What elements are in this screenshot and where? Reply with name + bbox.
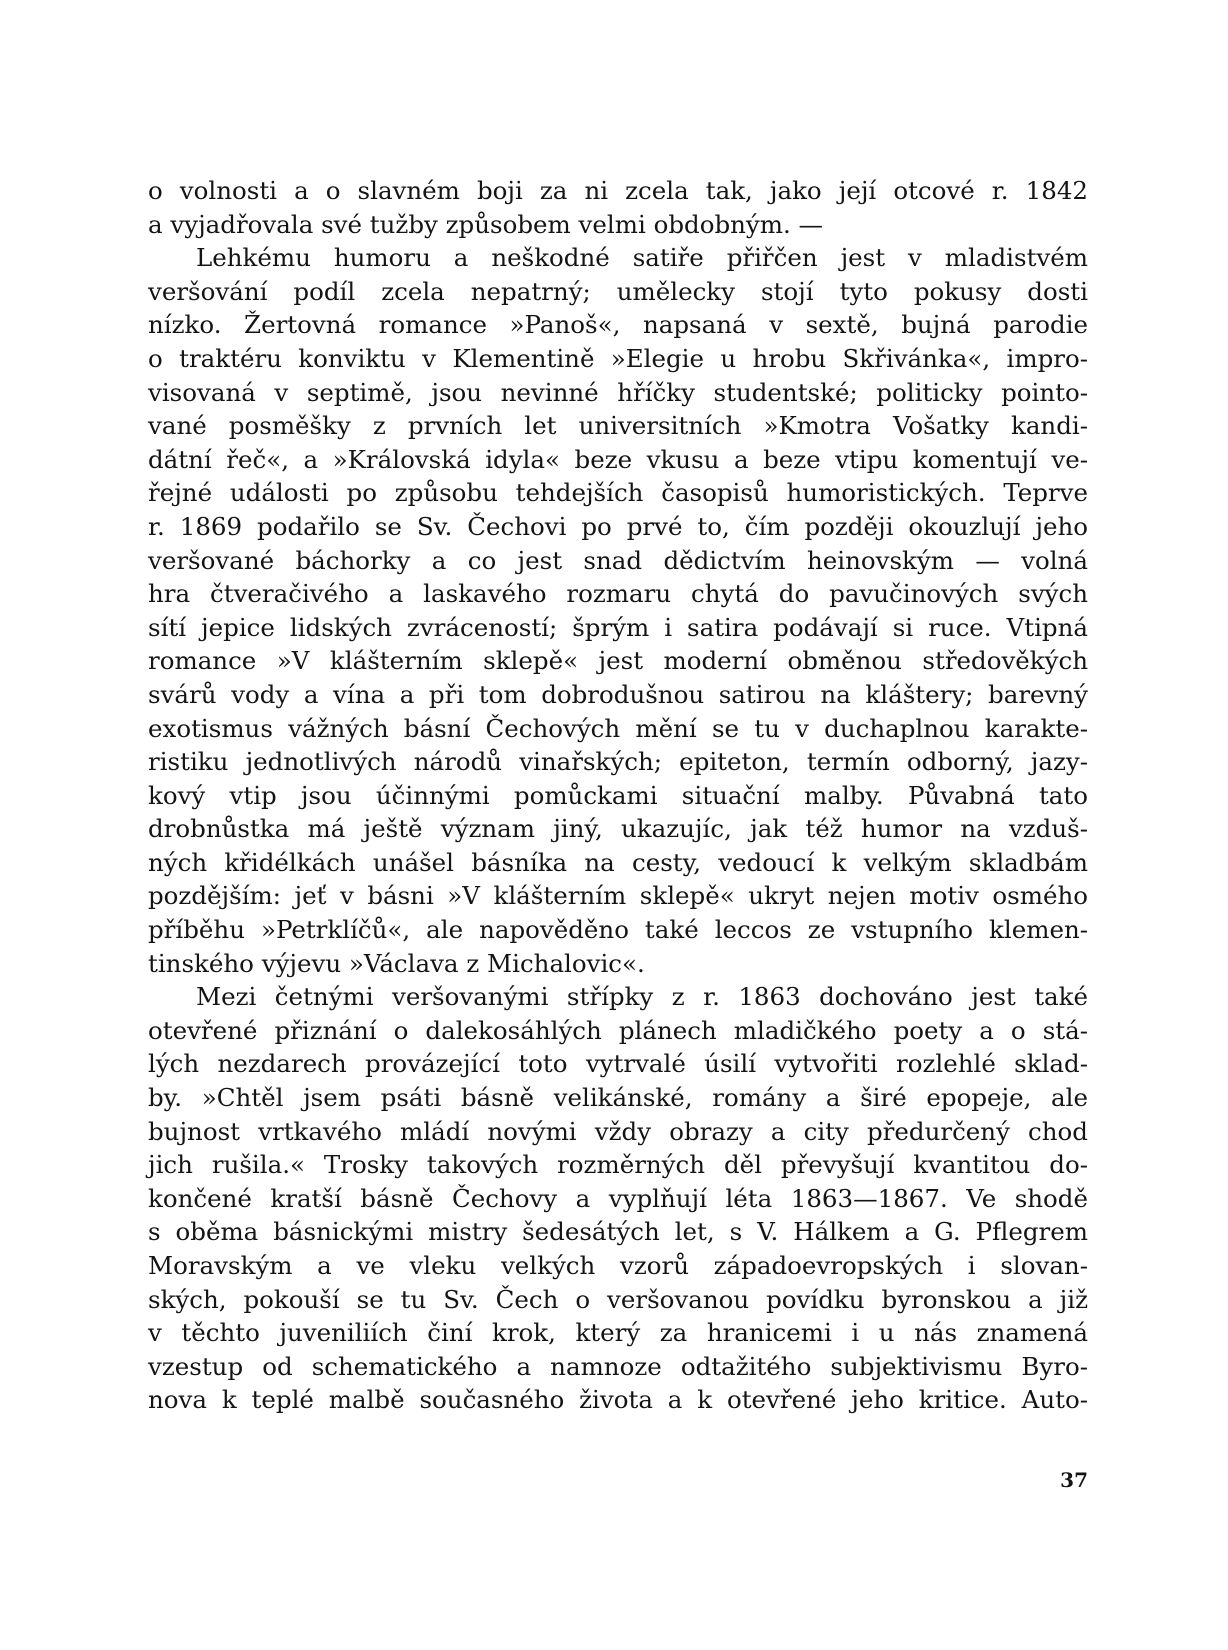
text-line: nova k teplé malbě současného života a k otevřené jeho kritice. Auto-	[148, 1385, 1088, 1415]
text-line: ských, pokouší se tu Sv. Čech o veršovanou povídku byronskou a již	[148, 1284, 1088, 1314]
text-line: Moravským a ve vleku velkých vzorů západoevropských i slovan-	[148, 1251, 1088, 1280]
text-line: bujnost vrtkavého mládí novými vždy obrazy a city předurčený chod	[148, 1116, 1088, 1146]
text-line: r. 1869 podařilo se Sv. Čechovi po prvé to, čím později okouzlují jeho	[148, 511, 1088, 541]
text-line: lých nezdarech provázející toto vytrvalé úsilí vytvořiti rozlehlé sklad-	[148, 1049, 1088, 1079]
text-line: hra čtveračivého a laskavého rozmaru chytá do pavučinových svých	[148, 579, 1088, 609]
text-line: veršované báchorky a co jest snad dědictvím heinovským — volná	[148, 545, 1088, 575]
page-number: 37	[1060, 1468, 1088, 1492]
text-line: dátní řeč«, a »Královská idyla« beze vkusu a beze vtipu komentují ve-	[148, 444, 1088, 474]
body-text	[148, 174, 1088, 1417]
text-line: v těchto juveniliích činí krok, který za hranicemi i u nás znamená	[148, 1318, 1088, 1348]
text-line: drobnůstka má ještě význam jiný, ukazujíc, jak též humor na vzduš-	[148, 814, 1088, 844]
text-line: řejné události po způsobu tehdejších časopisů humoristických. Teprve	[148, 478, 1088, 508]
text-line: a vyjadřovala své tužby způsobem velmi obdobným. —	[148, 209, 824, 239]
text-line: jich rušila.« Trosky takových rozměrných děl převyšují kvantitou do-	[148, 1150, 1088, 1180]
text-line: tinského výjevu »Václava z Michalovic«.	[148, 948, 645, 978]
text-line: svárů vody a vína a při tom dobrodušnou satirou na kláštery; barevný	[148, 679, 1088, 709]
text-line: s oběma básnickými mistry šedesátých let, s V. Hálkem a G. Pflegrem	[148, 1217, 1088, 1247]
text-line: příběhu »Petrklíčů«, ale napověděno také leccos ze vstupního klemen-	[148, 915, 1088, 945]
text-line: kový vtip jsou účinnými pomůckami situační malby. Půvabná tato	[148, 780, 1088, 810]
text-line: nízko. Žertovná romance »Panoš«, napsaná v sextě, bujná parodie	[148, 310, 1088, 340]
text-line: visovaná v septimě, jsou nevinné hříčky studentské; politicky pointo-	[148, 377, 1088, 407]
text-line: otevřené přiznání o dalekosáhlých plánech mladičkého poety a o stá-	[148, 1015, 1088, 1045]
text-line: vzestup od schematického a namnoze odtažitého subjektivismu Byro-	[148, 1351, 1088, 1381]
paragraph-start-line: Lehkému humoru a neškodné satiře přiřčen jest v mladistvém	[196, 243, 1088, 273]
text-line: vané posměšky z prvních let universitních »Kmotra Vošatky kandi-	[148, 411, 1088, 441]
text-line: ristiku jednotlivých národů vinařských; epiteton, termín odborný, jazy-	[148, 747, 1088, 777]
text-line: sítí jepice lidských zvráceností; šprým i satira podávají si ruce. Vtipná	[148, 612, 1088, 642]
text-line: končené kratší básně Čechovy a vyplňují léta 1863—1867. Ve shodě	[148, 1183, 1088, 1213]
text-line: o traktéru konviktu v Klementině »Elegie u hrobu Skřivánka«, impro-	[148, 343, 1088, 373]
text-line: by. »Chtěl jsem psáti básně velikánské, romány a širé epopeje, ale	[148, 1083, 1088, 1113]
paragraph-start-line: Mezi četnými veršovanými střípky z r. 1863 dochováno jest také	[196, 982, 1088, 1012]
text-line: ných křidélkách unášel básníka na cesty, vedoucí k velkým skladbám	[148, 847, 1088, 877]
text-line: romance »V klášterním sklepě« jest moderní obměnou středověkých	[148, 646, 1088, 676]
text-line: exotismus vážných básní Čechových mění se tu v duchaplnou karakte-	[148, 713, 1088, 743]
text-line: o volnosti a o slavném boji za ni zcela tak, jako její otcové r. 1842	[148, 176, 1088, 205]
text-line: veršování podíl zcela nepatrný; umělecky stojí tyto pokusy dosti	[148, 276, 1088, 306]
text-line: pozdějším: jeť v básni »V klášterním sklepě« ukryt nejen motiv osmého	[148, 881, 1088, 911]
